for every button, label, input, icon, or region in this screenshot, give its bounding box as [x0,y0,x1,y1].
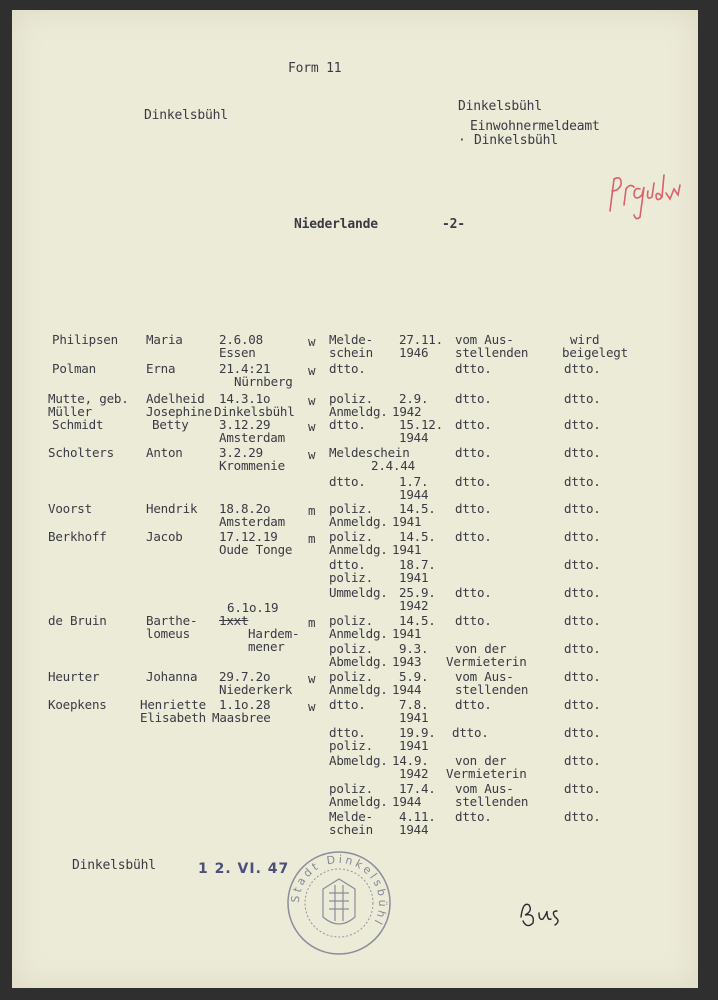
sex: w [308,393,316,408]
remark: dtto. [455,613,492,628]
given-name: Anton [146,445,183,460]
remark: stellenden [455,682,529,697]
registration-date: 1944 [399,822,429,837]
given-name: lomeus [146,626,190,641]
remark: vom Aus- [455,669,514,684]
document-type: poliz. [329,613,373,628]
city-seal-stamp [285,849,393,957]
registration-date: 5.9. [399,669,429,684]
birthplace: Maasbree [212,710,271,725]
given-name: Adelheid [146,391,205,406]
registration-date: 1946 [399,345,429,360]
registration-date: 1944 [392,682,422,697]
registration-date: 17.4. [399,781,436,796]
registration-date: 2.4.44 [371,458,415,473]
document-type: schein [329,822,373,837]
birthplace: Nürnberg [234,374,293,389]
given-name: Betty [152,417,189,432]
remark: dtto. [455,445,492,460]
birthplace: Niederkerk [219,682,293,697]
remark: dtto. [455,809,492,824]
given-name: Elisabeth [140,710,206,725]
remark: stellenden [455,794,529,809]
document-type: poliz. [329,738,373,753]
remark: dtto. [455,501,492,516]
sex: m [308,615,316,630]
status: dtto. [564,361,601,376]
status: dtto. [564,557,601,572]
remark: dtto. [455,529,492,544]
document-type: Anmeldg. [329,404,388,419]
status: dtto. [564,445,601,460]
sex: w [308,419,316,434]
document-type: dtto. [329,361,366,376]
registration-date: 1943 [392,654,422,669]
sex: w [308,447,316,462]
document-page [12,10,698,988]
given-name: Josephine [146,404,212,419]
given-name: Hendrik [146,501,198,516]
document-type: Abmeldg. [329,654,388,669]
registration-date: 4.11. [399,809,436,824]
surname: Berkhoff [48,529,107,544]
status: dtto. [564,781,601,796]
sex: w [308,334,316,349]
status: dtto. [564,585,601,600]
registration-date: 1942 [392,404,422,419]
document-type: poliz. [329,641,373,656]
registration-date: 1944 [392,794,422,809]
status: dtto. [564,391,601,406]
document-type: dtto. [329,474,366,489]
registration-date: 1944 [399,430,429,445]
surname: Heurter [48,669,100,684]
remark: dtto. [455,417,492,432]
svg-text:Stadt Dinkelsbühl [289,853,389,929]
given-name: Jacob [146,529,183,544]
registration-date: 15.12. [399,417,443,432]
given-name: Erna [146,361,176,376]
birthplace: Hardem- [248,626,300,641]
status: beigelegt [562,345,628,360]
surname: Schmidt [52,417,104,432]
status: dtto. [564,474,601,489]
birth-date: 2.6.08 [219,332,263,347]
birth-date: 21.4:21 [219,361,271,376]
remark: dtto. [452,725,489,740]
registration-date: 25.9. [399,585,436,600]
remark: vom Aus- [455,332,514,347]
birth-date: 3.12.29 [219,417,271,432]
birthplace: mener [248,639,285,654]
sex: w [308,363,316,378]
registration-date: 1942 [399,598,429,613]
registration-date: 1.7. [399,474,429,489]
registration-date: 14.9. [392,753,429,768]
birthplace: Dinkelsbühl [214,404,295,419]
status: dtto. [564,417,601,432]
registration-date: 14.5. [399,501,436,516]
registration-date: 1941 [399,738,429,753]
document-type: poliz. [329,669,373,684]
sex: w [308,671,316,686]
status: dtto. [564,697,601,712]
surname: de Bruin [48,613,107,628]
remark: dtto. [455,361,492,376]
birth-date: 18.8.2o [219,501,271,516]
registration-date: 27.11. [399,332,443,347]
birth-date: 29.7.2o [219,669,271,684]
registration-date: 14.5. [399,529,436,544]
date-stamp: 1 2. VI. 47 [198,861,290,877]
document-type: poliz. [329,501,373,516]
surname: Voorst [48,501,92,516]
document-type: dtto. [329,697,366,712]
registration-date: 18.7. [399,557,436,572]
birthplace: Amsterdam [219,514,285,529]
status: wird [570,332,600,347]
surname: Philipsen [52,332,118,347]
birthplace: Krommenie [219,458,285,473]
right-place: Dinkelsbühl [458,99,542,114]
sex: m [308,503,316,518]
seal-text: Stadt Dinkelsbühl [288,852,390,930]
page-marker: -2- [442,217,465,232]
document-type: dtto. [329,417,366,432]
registration-date: 2.9. [399,391,429,406]
right-office-line1: Einwohnermeldeamt [470,119,600,134]
status: dtto. [564,641,601,656]
surname: Mutte, geb. [48,391,129,406]
country-heading: Niederlande [294,217,378,232]
registration-date: 1941 [392,542,422,557]
status: dtto. [564,753,601,768]
birthplace: Amsterdam [219,430,285,445]
birthplace: Essen [219,345,256,360]
registration-date: 19.9. [399,725,436,740]
birth-date: 3.2.29 [219,445,263,460]
surname: Polman [52,361,96,376]
status: dtto. [564,529,601,544]
document-type: Melde- [329,809,373,824]
registration-date: 1944 [399,487,429,502]
status: dtto. [564,809,601,824]
remark: vom Aus- [455,781,514,796]
surname: Scholters [48,445,114,460]
remark: stellenden [455,345,529,360]
registration-date: 1942 [399,766,429,781]
document-type: Melde- [329,332,373,347]
right-bullet: · [458,133,466,148]
document-type: Abmeldg. [329,753,388,768]
document-type: Anmeldg. [329,682,388,697]
sex: w [308,699,316,714]
struck-through-date: 1xxt [219,613,249,628]
footer-place: Dinkelsbühl [72,858,156,873]
status: dtto. [564,669,601,684]
surname: Müller [48,404,92,419]
remark: Vermieterin [446,654,527,669]
given-name: Barthe- [146,613,198,628]
status: dtto. [564,725,601,740]
document-type: dtto. [329,557,366,572]
remark: dtto. [455,391,492,406]
given-name: Johanna [146,669,198,684]
document-type: Ummeldg. [329,585,388,600]
left-place: Dinkelsbühl [144,108,228,123]
document-type: Anmeldg. [329,514,388,529]
birthplace: Oude Tonge [219,542,293,557]
document-type: Meldeschein [329,445,410,460]
remark: dtto. [455,474,492,489]
document-type: poliz. [329,391,373,406]
birth-date: 14.3.1o [219,391,271,406]
registration-date: 7.8. [399,697,429,712]
remark: dtto. [455,697,492,712]
status: dtto. [564,613,601,628]
birth-date: 6.1o.19 [227,600,279,615]
document-type: Anmeldg. [329,794,388,809]
birth-date: 17.12.19 [219,529,278,544]
remark: von der [455,641,507,656]
birth-date: 1.1o.28 [219,697,271,712]
surname: Koepkens [48,697,107,712]
registration-date: 1941 [392,514,422,529]
registration-date: 1941 [399,570,429,585]
remark: dtto. [455,585,492,600]
registration-date: 1941 [392,626,422,641]
document-type: poliz. [329,570,373,585]
registration-date: 14.5. [399,613,436,628]
registration-date: 1941 [399,710,429,725]
right-office-line2: Dinkelsbühl [474,133,558,148]
document-type: Anmeldg. [329,626,388,641]
registration-date: 9.3. [399,641,429,656]
sex: m [308,531,316,546]
status: dtto. [564,501,601,516]
document-type: schein [329,345,373,360]
document-type: dtto. [329,725,366,740]
document-type: poliz. [329,529,373,544]
document-type: poliz. [329,781,373,796]
given-name: Maria [146,332,183,347]
remark: Vermieterin [446,766,527,781]
document-type: Anmeldg. [329,542,388,557]
given-name: Henriette [140,697,206,712]
remark: von der [455,753,507,768]
form-label: Form 11 [288,61,342,76]
pencil-annotation [606,161,682,223]
